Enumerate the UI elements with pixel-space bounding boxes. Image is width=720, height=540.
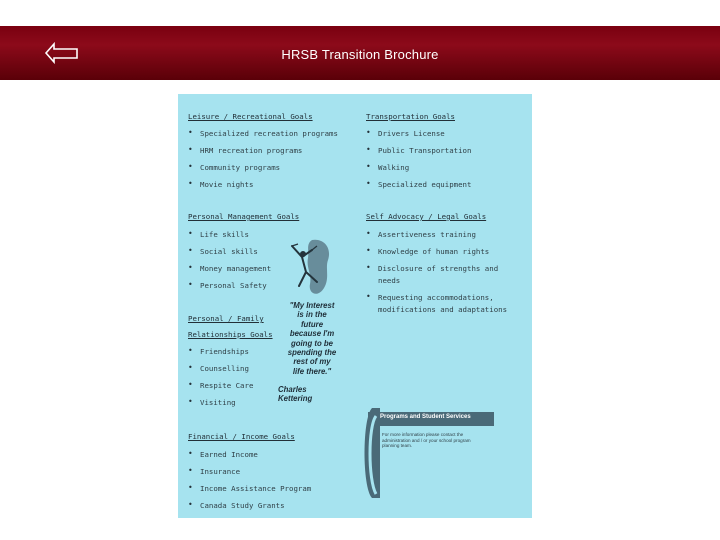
- bullet: •: [188, 229, 193, 238]
- bullet: •: [188, 363, 193, 372]
- list-item: Income Assistance Program: [200, 484, 312, 493]
- programs-panel: [368, 400, 494, 494]
- list-item: Canada Study Grants: [200, 501, 285, 510]
- bullet: •: [366, 246, 371, 255]
- list-item: Assertiveness training: [378, 230, 476, 239]
- list-item: Specialized recreation programs: [200, 129, 338, 138]
- list-item: Public Transportation: [378, 146, 472, 155]
- bullet: •: [188, 145, 193, 154]
- section-heading-family-line2: Relationships Goals: [188, 330, 273, 339]
- list-item: Respite Care: [200, 381, 254, 390]
- section-heading-leisure: Leisure / Recreational Goals: [188, 112, 313, 121]
- bullet: •: [188, 483, 193, 492]
- list-item: Friendships: [200, 347, 249, 356]
- bullet: •: [188, 162, 193, 171]
- section-heading-family-line1: Personal / Family: [188, 314, 264, 323]
- list-item: Community programs: [200, 163, 281, 172]
- section-heading-transportation: Transportation Goals: [366, 112, 455, 121]
- bullet: •: [188, 246, 193, 255]
- panel-title: Programs and Student Services: [380, 414, 471, 420]
- list-item: Drivers License: [378, 129, 445, 138]
- section-heading-self-advocacy: Self Advocacy / Legal Goals: [366, 212, 487, 221]
- list-item: Insurance: [200, 467, 241, 476]
- list-item: Life skills: [200, 230, 249, 239]
- bullet: •: [366, 179, 371, 188]
- bullet: •: [366, 263, 371, 272]
- brochure-scan: [178, 94, 532, 518]
- list-item: Requesting accommodations,: [378, 293, 494, 302]
- list-item-continuation: needs: [378, 276, 401, 285]
- quote-block: "My Interest is in the future because I'm going to be spending the rest of my life there.": [287, 301, 337, 376]
- list-item: Personal Safety: [200, 281, 267, 290]
- panel-contact-text: For more information please contact the administration and / or your school program planning team.: [382, 432, 471, 449]
- page-title: HRSB Transition Brochure: [281, 47, 439, 62]
- list-item: HRM recreation programs: [200, 146, 303, 155]
- bullet: •: [188, 128, 193, 137]
- list-item: Knowledge of human rights: [378, 247, 490, 256]
- bullet: •: [188, 280, 193, 289]
- bullet: •: [366, 145, 371, 154]
- section-heading-personal-management: Personal Management Goals: [188, 212, 300, 221]
- list-item: Money management: [200, 264, 272, 273]
- panel-curve-icon: [360, 408, 380, 498]
- list-item: Movie nights: [200, 180, 254, 189]
- bullet: •: [188, 500, 193, 509]
- bullet: •: [188, 380, 193, 389]
- list-item: Social skills: [200, 247, 258, 256]
- header-bar: [0, 26, 720, 80]
- bullet: •: [366, 128, 371, 137]
- bullet: •: [188, 466, 193, 475]
- bullet: •: [188, 397, 193, 406]
- bullet: •: [366, 229, 371, 238]
- bullet: •: [188, 346, 193, 355]
- list-item: Counselling: [200, 364, 249, 373]
- bullet: •: [188, 263, 193, 272]
- bullet: •: [366, 162, 371, 171]
- list-item: Earned Income: [200, 450, 258, 459]
- list-item: Specialized equipment: [378, 180, 472, 189]
- list-item: Visiting: [200, 398, 236, 407]
- bullet: •: [188, 449, 193, 458]
- bullet: •: [188, 179, 193, 188]
- dancer-figure-icon: [290, 238, 340, 304]
- list-item: Disclosure of strengths and: [378, 264, 499, 273]
- quote-author: Charles Kettering: [278, 385, 313, 404]
- list-item-continuation: modifications and adaptations: [378, 305, 508, 314]
- section-heading-financial: Financial / Income Goals: [188, 432, 295, 441]
- list-item: Walking: [378, 163, 410, 172]
- bullet: •: [366, 292, 371, 301]
